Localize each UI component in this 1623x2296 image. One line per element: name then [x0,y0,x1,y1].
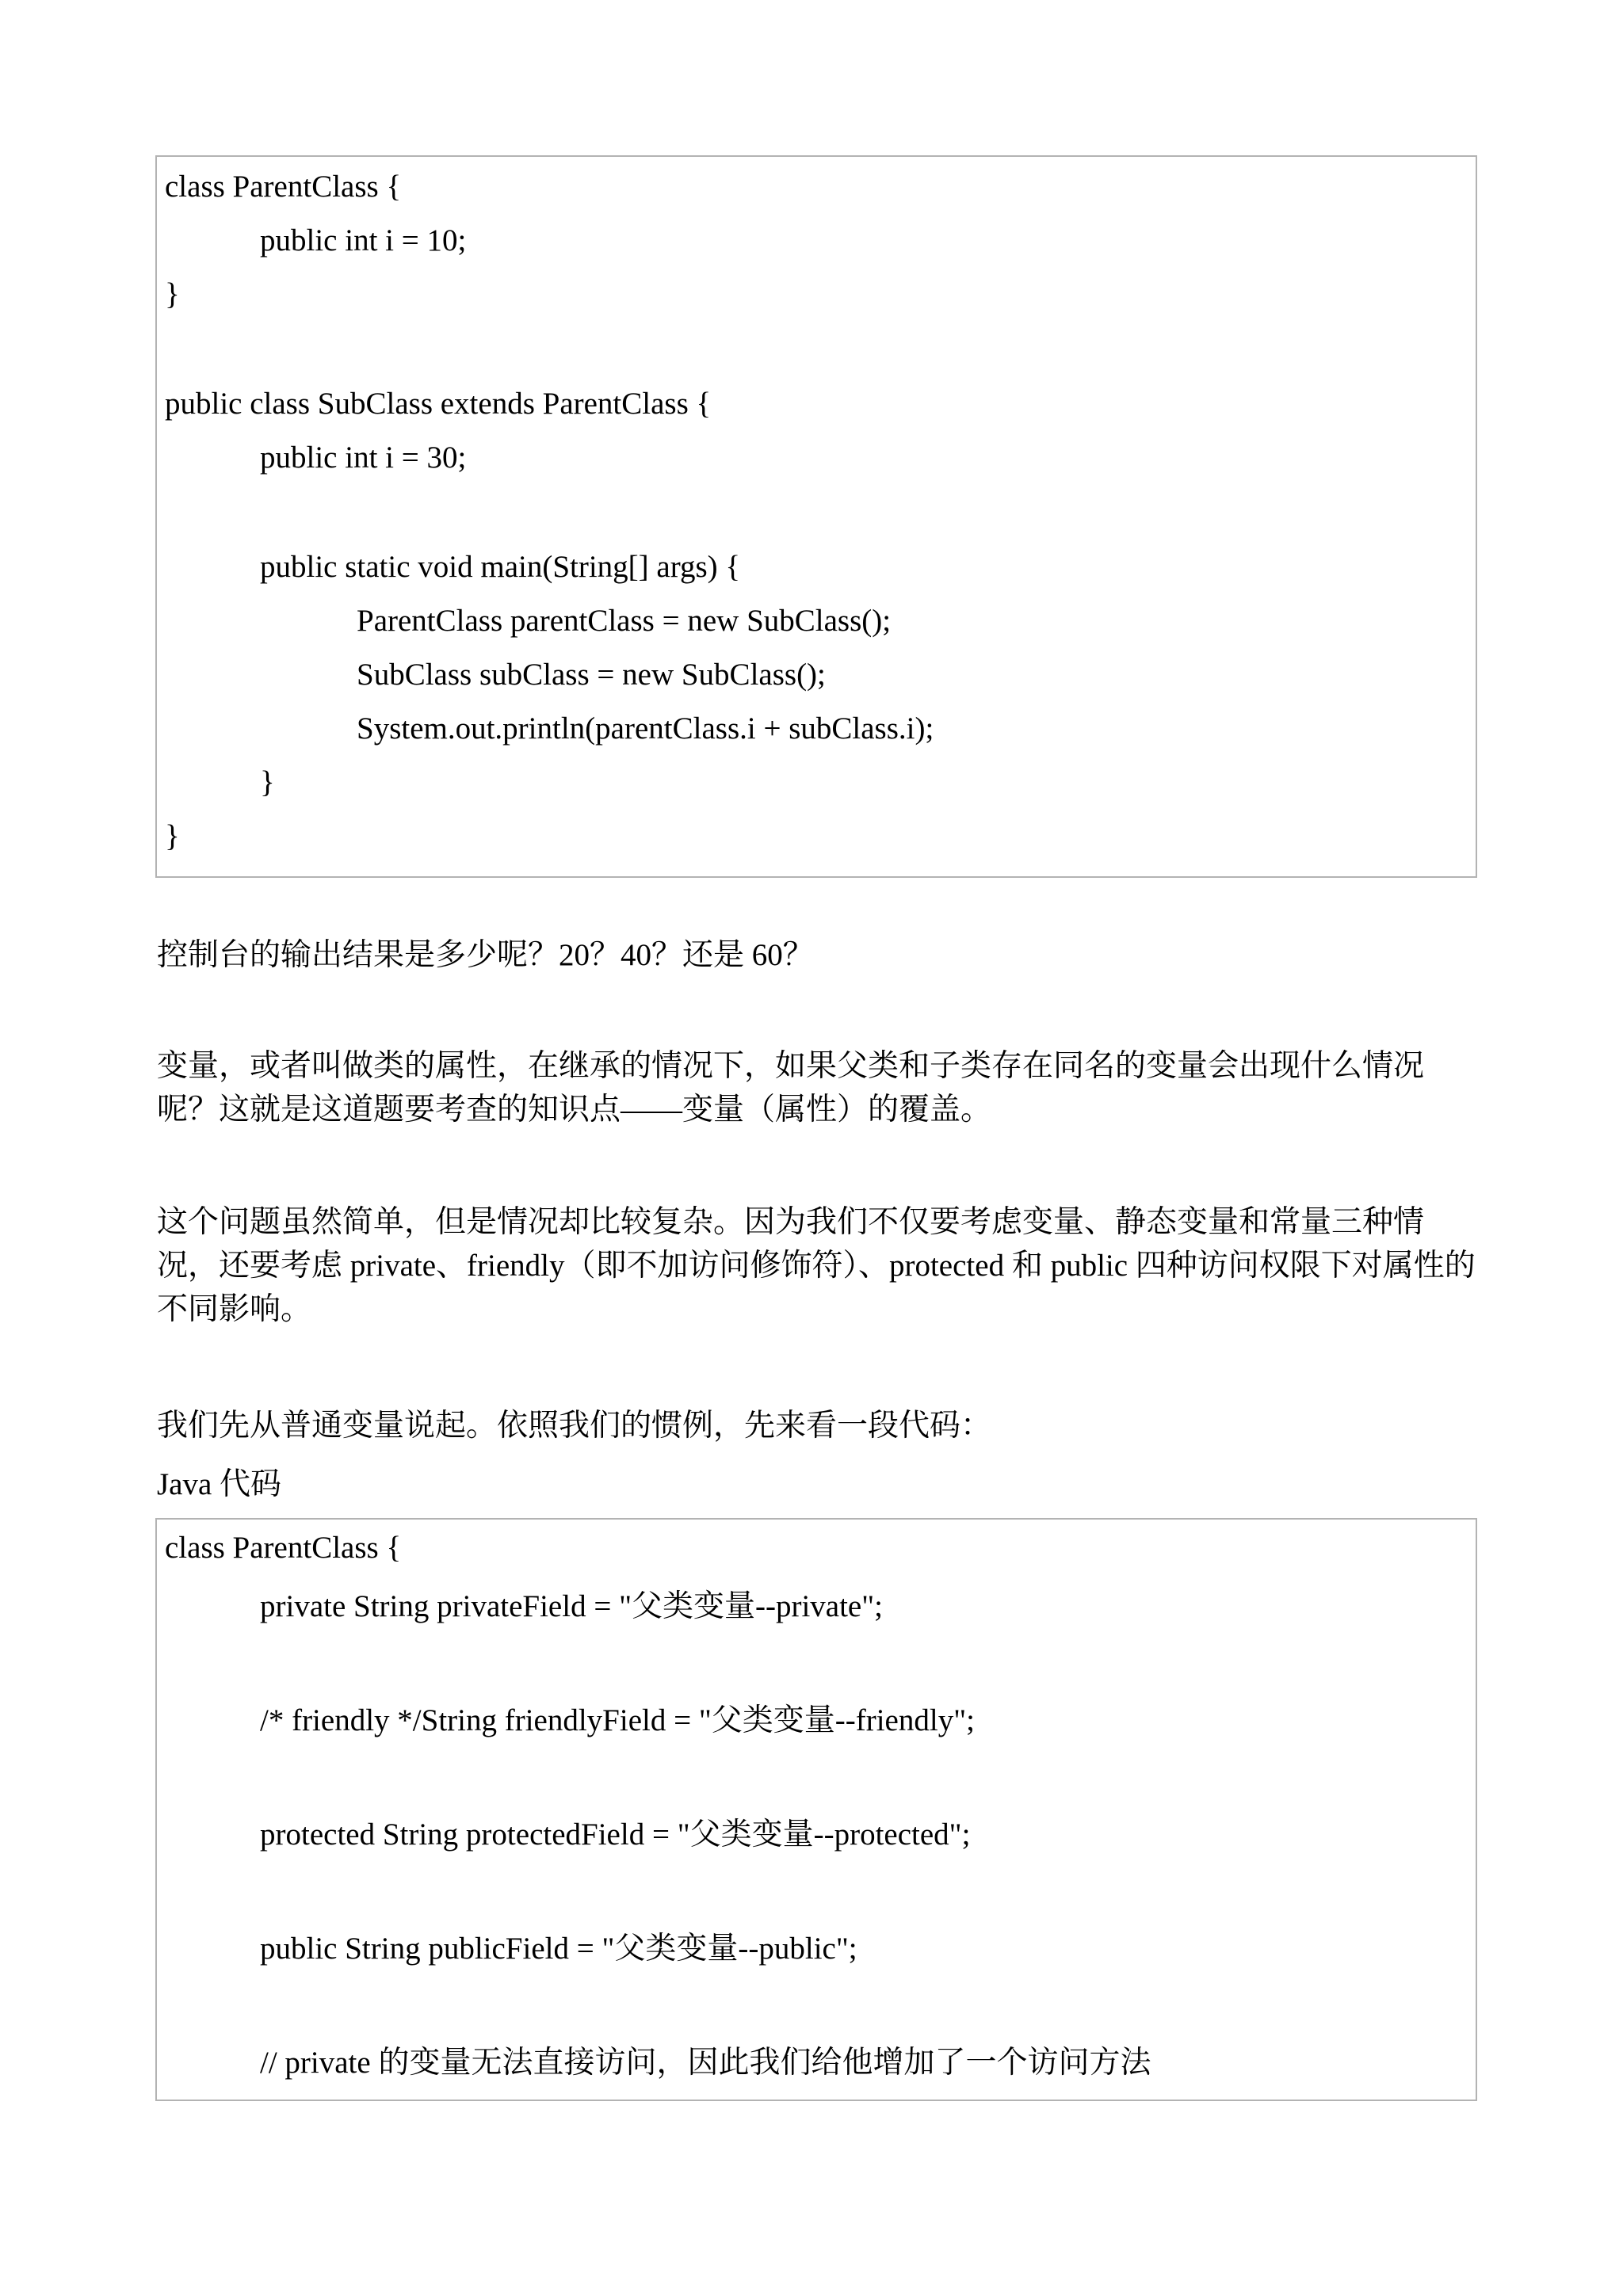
paragraph-start: 我们先从普通变量说起。依照我们的惯例，先来看一段代码： [157,1409,992,1443]
code-line: class ParentClass { [165,170,402,204]
code-line: } [260,765,275,799]
code-line: // private 的变量无法直接访问，因此我们给他增加了一个访问方法 [260,2046,1151,2080]
code-line: public int i = 10; [260,223,467,257]
code-line: System.out.println(parentClass.i + subClass.i); [357,711,934,746]
paragraph-question: 控制台的输出结果是多少呢？20？40？还是 60？ [157,938,814,972]
code-line: /* friendly */String friendlyField = "父类变量--friendly"; [260,1703,975,1737]
code-line: SubClass subClass = new SubClass(); [357,658,826,692]
code-line: public static void main(String[] args) { [260,550,741,584]
code-line: private String privateField = "父类变量--private"; [260,1589,883,1623]
code-line: public int i = 30; [260,441,467,475]
code-line: } [165,819,180,853]
code-label: Java 代码 [157,1467,282,1501]
code-line: public class SubClass extends ParentClass { [165,387,712,421]
code-line: class ParentClass { [165,1531,402,1565]
code-block-1 [155,155,1477,878]
code-line: public String publicField = "父类变量--public"; [260,1932,857,1966]
paragraph-intro: 变量，或者叫做类的属性，在继承的情况下，如果父类和子类存在同名的变量会出现什么情况呢？这就是这道题要考查的知识点——变量（属性）的覆盖。 [157,1049,1425,1127]
code-line: } [165,277,180,311]
code-line: protected String protectedField = "父类变量--protected"; [260,1817,971,1852]
code-block-2 [155,1518,1477,2101]
code-line: ParentClass parentClass = new SubClass(); [357,604,892,638]
paragraph-complexity: 这个问题虽然简单，但是情况却比较复杂。因为我们不仅要考虑变量、静态变量和常量三种情况，还要考虑 private、friendly（即不加访问修饰符）、protected 和 public 四种访问权限下对属性的不同影响。 [157,1205,1476,1326]
